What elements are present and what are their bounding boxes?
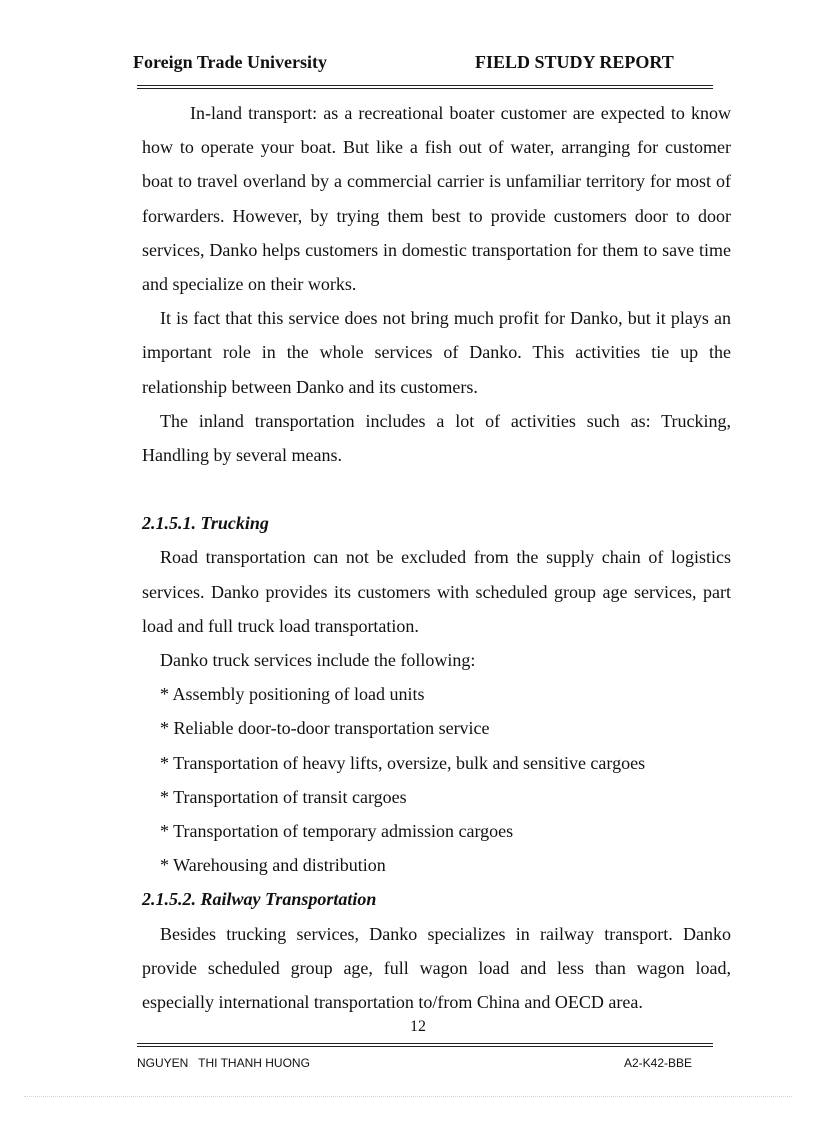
paragraph-truck-services-intro: Danko truck services include the following:: [160, 650, 476, 671]
header-report-title: FIELD STUDY REPORT: [475, 52, 674, 72]
footer-divider: [137, 1043, 713, 1047]
paragraph-profit: It is fact that this service does not bring much profit for Danko, but it plays an important role in the whole services of Danko. This activities tie up the relationship between Danko and its customers.: [142, 308, 731, 397]
header-university: Foreign Trade University: [133, 52, 327, 72]
section-heading-trucking: 2.1.5.1. Trucking: [142, 513, 269, 534]
list-item: * Transportation of transit cargoes: [160, 786, 407, 807]
footer-class-code: A2-K42-BBE: [624, 1056, 693, 1070]
list-item: * Transportation of temporary admission cargoes: [160, 821, 514, 842]
spacer: [142, 472, 731, 506]
document-body: [142, 96, 731, 1019]
list-item: * Transportation of heavy lifts, oversize, bulk and sensitive cargoes: [160, 752, 646, 773]
list-item: * Warehousing and distribution: [160, 855, 386, 876]
paragraph-inland-transport: In-land transport: as a recreational boater customer are expected to know how to operate your boat. But like a fish out of water, arranging for customer boat to travel overland by a commercial carrier is unfamiliar territory for most of forwarders. However, by trying them best to provide customers door to door services, Danko helps customers in domestic transportation for them to save time and specialize on their works.: [142, 103, 731, 295]
page-bottom-dotted-line: [24, 1096, 792, 1097]
page-number: 12: [410, 1018, 426, 1035]
list-item: * Assembly positioning of load units: [160, 684, 425, 705]
paragraph-road-transportation: Road transportation can not be excluded from the supply chain of logistics services. Danko provides its customers with scheduled group age services, part load and full truck load transportation.: [142, 547, 731, 636]
section-heading-railway: 2.1.5.2. Railway Transportation: [142, 889, 377, 910]
list-item: * Reliable door-to-door transportation service: [160, 718, 490, 739]
paragraph-activities: The inland transportation includes a lot of activities such as: Trucking, Handling by several means.: [142, 410, 731, 466]
footer-author: NGUYEN THI THANH HUONG: [137, 1056, 310, 1070]
paragraph-railway: Besides trucking services, Danko specializes in railway transport. Danko provide scheduled group age, full wagon load and less than wagon load, especially international transportation to/from China and OECD area.: [142, 923, 731, 1013]
header-divider: [137, 85, 713, 89]
